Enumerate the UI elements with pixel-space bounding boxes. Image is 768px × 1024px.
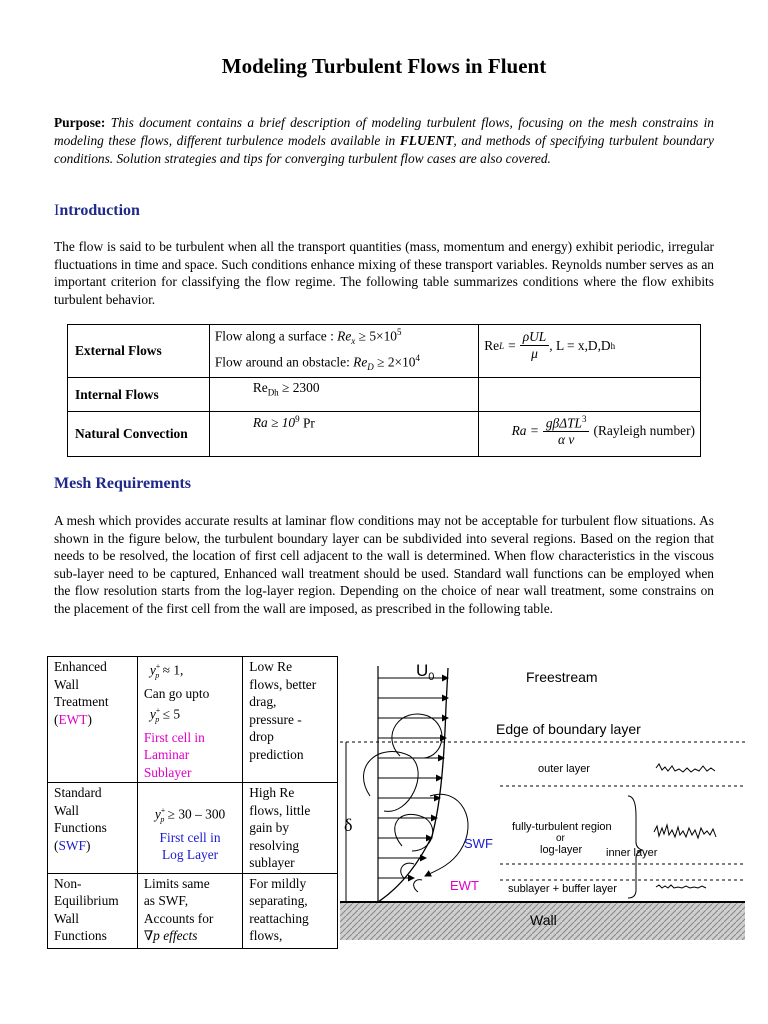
- surface-re-value: ≥ 5×10: [355, 328, 397, 344]
- ra-numerator-exp: 3: [581, 414, 587, 424]
- mesh-paragraph: A mesh which provides accurate results at laminar flow conditions may not be acceptable for turbulent flow situations. As shown in the figure below, the turbulent boundary layer can be subdivided into several regions. Based on the region that needs to be resolved, the location of first cell adjacent to the wall is determined. When flow characteristics in the viscous sub-layer need to be captured, Enhanced wall treatment should be used. Standard wall functions can be employed when the flow resolution starts from the log-layer region. Depending on the choice of near wall treatment, some constrains on the placement of the first cell from the wall are imposed, as prescribed in the following table.: [54, 513, 714, 616]
- obstacle-re: Re: [353, 354, 368, 370]
- noneq-crit-2: as SWF,: [143, 893, 189, 909]
- swf-abbr: SWF: [58, 837, 87, 853]
- swf-note-line-1: First cell in: [159, 829, 221, 845]
- rayleigh-definition: [479, 412, 701, 457]
- swf-desc-4: resolving: [249, 837, 300, 853]
- swf-name-line-1: Standard: [54, 785, 102, 801]
- noneq-desc-4: flows,: [249, 928, 283, 944]
- introduction-heading-rest: ntroduction: [59, 202, 140, 219]
- swf-desc-1: High Re: [249, 785, 295, 801]
- purpose-paragraph: [54, 114, 714, 168]
- swf-name-line-3: Functions: [54, 820, 107, 836]
- edge-label: Edge of boundary layer: [496, 721, 641, 737]
- fully-turbulent-label: fully-turbulent region: [512, 821, 612, 833]
- swf-desc-2: flows, little: [249, 802, 311, 818]
- velocity-profile: [378, 668, 448, 902]
- eddy: [392, 714, 442, 758]
- external-flows-label: External Flows: [68, 325, 210, 378]
- purpose-label: Purpose:: [54, 115, 106, 130]
- obstacle-re-value: ≥ 2×10: [373, 354, 416, 370]
- ra-lhs: Ra =: [511, 423, 539, 439]
- natural-ra-condition: Ra ≥ 10: [252, 415, 296, 431]
- ewt-abbr-open: (: [54, 711, 59, 727]
- reynolds-definition: Re L = ρUL μ , L = x,D,D h: [479, 325, 701, 378]
- ewt-desc-4: pressure -: [249, 711, 302, 727]
- ewt-name-line-2: Wall: [54, 676, 79, 692]
- natural-convection-label: Natural Convection: [68, 412, 210, 457]
- re-length-sub: h: [610, 340, 616, 351]
- ra-numerator: gβΔTL: [545, 415, 582, 431]
- swf-abbr-open: (: [54, 837, 59, 853]
- delta-label: δ: [344, 815, 353, 835]
- noneq-desc-2: separating,: [249, 893, 308, 909]
- ewt-criterion-cell: $y^+_p \approx 1$, Can go upto $y^+_p \le 5$ First cell in Laminar Sublayer: [137, 657, 242, 783]
- swf-desc-3: gain by: [249, 820, 290, 836]
- log-layer-signal: [654, 825, 716, 838]
- fluent-name: FLUENT: [399, 133, 454, 148]
- log-layer-label: log-layer: [540, 844, 583, 856]
- ewt-figure-label: EWT: [450, 878, 479, 893]
- ewt-abbr-close: ): [87, 711, 92, 727]
- swf-figure-label: SWF: [464, 836, 493, 851]
- eddy: [364, 752, 419, 812]
- swf-desc-5: sublayer: [249, 855, 295, 871]
- internal-re: Re: [252, 380, 268, 395]
- purpose-text-a: This document contains a brief description of modeling turbulent flows, focusing on the mesh constrains in modeling these flows, different turbulence models available in: [54, 115, 714, 148]
- swf-description-cell: [243, 783, 338, 874]
- ewt-name-line-3: Treatment: [54, 694, 109, 709]
- ewt-desc-2: flows, better: [249, 676, 317, 692]
- flow-regime-table: [67, 324, 701, 457]
- or-label: or: [556, 833, 565, 844]
- noneq-name-line-4: Functions: [54, 928, 107, 944]
- surface-flow-label: Flow along a surface :: [214, 328, 334, 344]
- ewt-abbr: EWT: [58, 711, 88, 727]
- noneq-criterion-cell: [137, 873, 242, 948]
- ewt-can-go-upto: Can go upto: [143, 685, 210, 701]
- internal-re-sub: Dh: [267, 387, 279, 398]
- boundary-layer-figure: [340, 646, 745, 942]
- surface-re: Re: [337, 328, 352, 344]
- swf-abbr-close: ): [86, 837, 91, 853]
- internal-flows-label: Internal Flows: [68, 378, 210, 412]
- ewt-desc-6: prediction: [249, 746, 304, 762]
- re-denominator: μ: [531, 346, 538, 361]
- wall-label: Wall: [530, 912, 557, 928]
- obstacle-flow-label: Flow around an obstacle:: [214, 354, 350, 370]
- natural-convection-condition: [209, 412, 478, 457]
- re-numerator: ρUL: [520, 329, 550, 346]
- swf-criterion-cell: $y^+_p \ge 30 - 300$ First cell in Log Layer: [137, 783, 242, 874]
- noneq-crit-1: Limits same: [143, 875, 210, 891]
- re-length-scale: , L = x,D,D: [549, 337, 611, 353]
- internal-flows-empty: [479, 378, 701, 412]
- u0-label: $U_0$: [416, 661, 435, 683]
- obstacle-re-sub: D: [367, 362, 374, 373]
- eddy: [414, 880, 422, 892]
- purpose-text-b: , and methods of specifying turbulent boundary conditions. Solution strategies and tips for converging turbulent flow cases are also covered.: [54, 133, 714, 166]
- ewt-name-line-1: Enhanced: [54, 659, 107, 674]
- freestream-label: Freestream: [526, 669, 598, 685]
- ewt-yplus: y: [149, 662, 156, 678]
- surface-re-exp: 5: [396, 327, 402, 337]
- internal-re-value: ≥ 2300: [278, 380, 320, 395]
- ewt-desc-5: drop: [249, 729, 274, 744]
- ewt-note-line-2: Laminar: [143, 747, 190, 763]
- external-flows-conditions: [209, 325, 478, 378]
- sublayer-signal: [656, 885, 706, 888]
- noneq-name-line-2: Equilibrium: [54, 893, 119, 909]
- surface-re-sub: x: [351, 336, 356, 347]
- ra-denominator: α ν: [558, 432, 575, 448]
- ewt-note-line-3: Sublayer: [143, 764, 192, 780]
- ewt-desc-1: Low Re: [249, 659, 293, 674]
- re-lhs: Re: [484, 337, 500, 353]
- noneq-desc-1: For mildly: [249, 875, 307, 891]
- swf-yplus: y: [154, 806, 161, 822]
- eddy: [395, 814, 433, 851]
- document-title: Modeling Turbulent Flows in Fluent: [221, 54, 547, 78]
- ewt-note-line-1: First cell in: [143, 729, 205, 745]
- re-lhs-sub: L: [499, 340, 505, 351]
- noneq-description-cell: [243, 873, 338, 948]
- ewt-description-cell: [243, 657, 338, 783]
- ewt-yplus-max: y: [149, 706, 156, 722]
- ewt-name-cell: [48, 657, 138, 783]
- swf-note-line-2: Log Layer: [161, 847, 219, 863]
- ewt-yplus-value: ≈ 1,: [159, 662, 184, 678]
- swf-yplus-value: ≥ 30 – 300: [164, 806, 226, 822]
- introduction-paragraph: The flow is said to be turbulent when all the transport quantities (mass, momentum and energy) exhibit periodic, irregular fluctuations in time and space. Such conditions enhance mixing of these transport variables. Reynolds number serves as an important criterion for classifying the flow regime. The following table summarizes conditions where the flow exhibits turbulent behavior.: [54, 239, 714, 307]
- swf-name-line-2: Wall: [54, 802, 79, 818]
- introduction-heading: [54, 202, 140, 220]
- rayleigh-note: (Rayleigh number): [593, 423, 695, 439]
- noneq-name-line-3: Wall: [54, 910, 79, 926]
- outer-layer-label: outer layer: [538, 763, 590, 775]
- wall-treatment-table: [47, 656, 338, 949]
- outer-layer-signal: [656, 764, 715, 772]
- noneq-name-cell: [48, 873, 138, 948]
- eddy: [425, 794, 468, 876]
- ewt-desc-3: drag,: [249, 694, 277, 709]
- ewt-yplus-max-value: ≤ 5: [159, 706, 181, 722]
- sublayer-label: sublayer + buffer layer: [508, 883, 617, 895]
- introduction-heading-initial: I: [54, 202, 60, 219]
- natural-ra-exp: 9: [295, 414, 300, 424]
- noneq-name-line-1: Non-: [54, 875, 82, 891]
- internal-flows-condition: [209, 378, 478, 412]
- obstacle-re-exp: 4: [415, 353, 420, 363]
- natural-ra-pr: Pr: [299, 415, 315, 431]
- noneq-crit-3: Accounts for: [143, 910, 214, 926]
- noneq-crit-4: ∇p effects: [143, 928, 198, 944]
- noneq-desc-3: reattaching: [249, 910, 309, 926]
- swf-name-cell: [48, 783, 138, 874]
- mesh-heading: Mesh Requirements: [54, 475, 192, 492]
- inner-layer-label: inner layer: [606, 847, 658, 859]
